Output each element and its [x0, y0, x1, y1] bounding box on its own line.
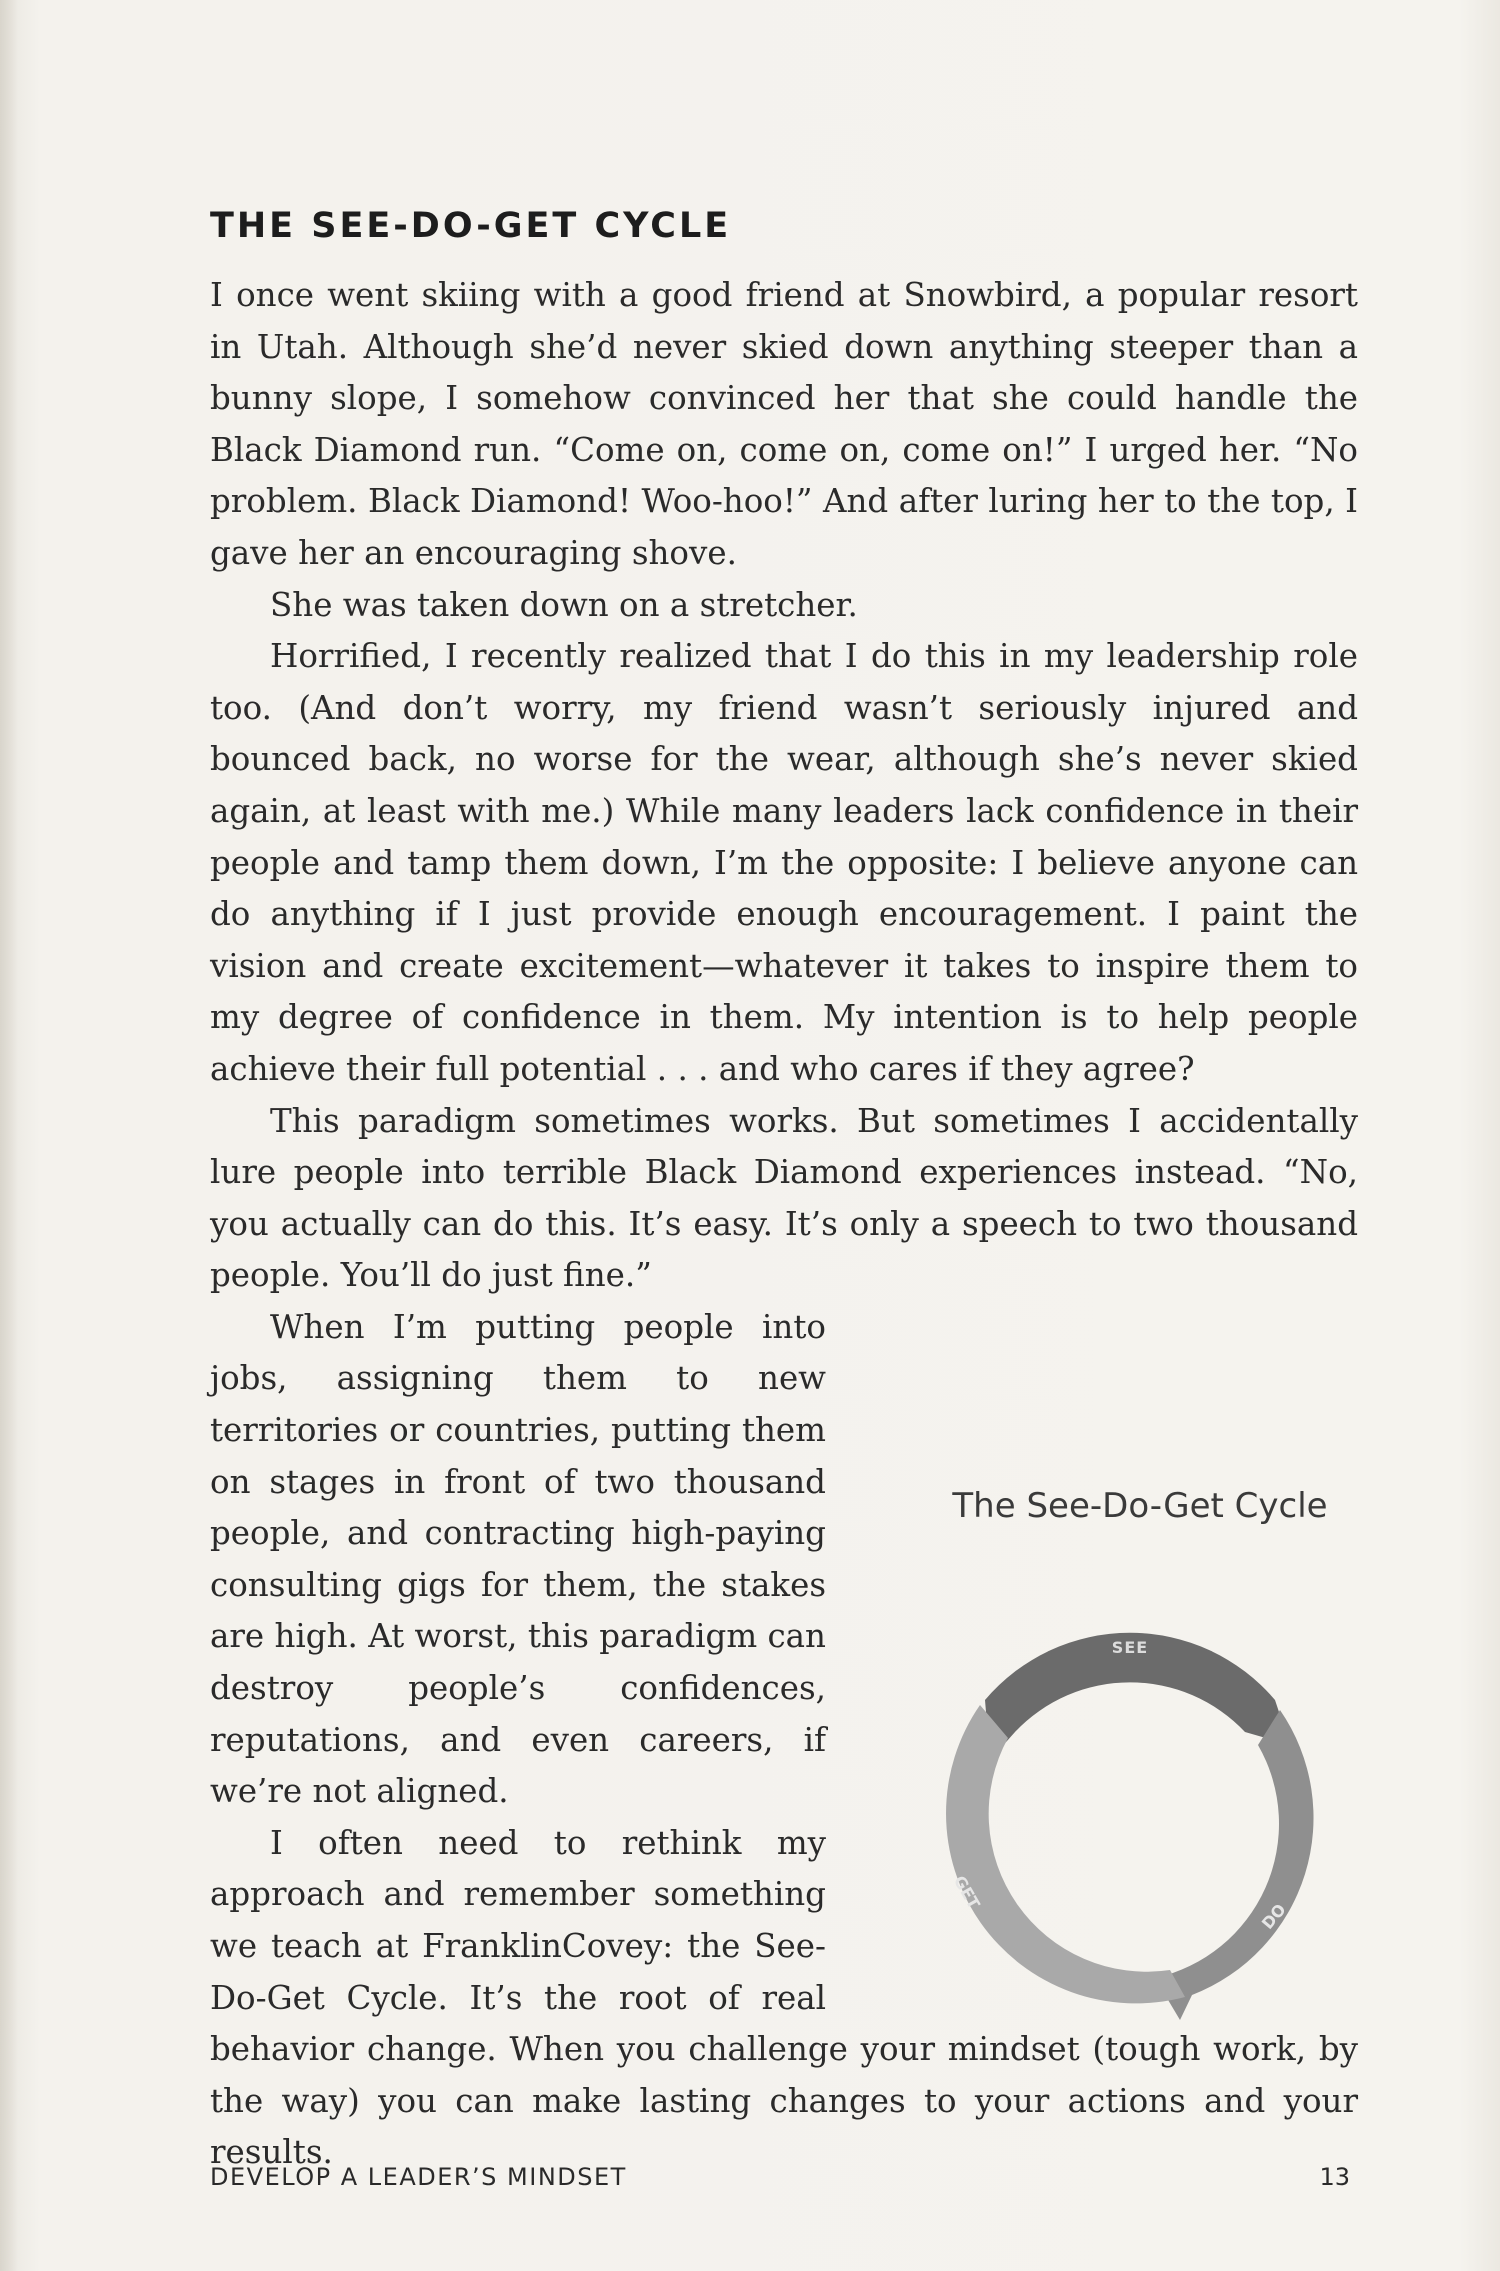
see-do-get-figure [880, 1480, 1380, 2040]
paragraph-5: When I’m putting people into jobs, assigning them to new territories or countries, putting them on stages in front of two thousand people, and contracting high-paying consulting gigs for them, the stakes are high. At worst, this paradigm can destroy people’s confidences, reputations, and even careers, if we’re not aligned. [210, 1307, 826, 1811]
do-arc [1155, 1710, 1314, 2020]
running-head: DEVELOP A LEADER’S MINDSET [210, 2163, 627, 2191]
page-number: 13 [1319, 2163, 1350, 2191]
do-label: DO [1257, 1900, 1290, 1933]
paragraph-1: I once went skiing with a good friend at Snowbird, a popular resort in Utah. Although she’d never skied down anything steeper than a bunny slope, I somehow convinced her that she could handle the Black Diamond run. “Come on, come on, come on!” I urged her. “No problem. Black Diamond! Woo-hoo!” And after luring her to the top, I gave her an encouraging shove. [210, 276, 1358, 572]
paragraph-3: Horrified, I recently realized that I do this in my leadership role too. (And don’t worry, my friend wasn’t seriously injured and bounced back, no worse for the wear, although she’s never skied again, at least with me.) While many leaders lack confidence in their people and tamp them down, I’m the opposite: I believe anyone can do anything if I just provide enough encouragement. I paint the vision and create excitement—whatever it takes to inspire them to my degree of confidence in them. My intention is to help people achieve their full potential . . . and who cares if they agree? [210, 637, 1358, 1088]
get-arc [946, 1705, 1185, 2003]
paragraph-4: This paradigm sometimes works. But sometimes I accidentally lure people into terrible Black Diamond experiences instead. “No, you actually can do this. It’s easy. It’s only a speech to two thousand people. You’ll do just fine.” [210, 1101, 1358, 1295]
get-label: GET [949, 1872, 984, 1913]
cycle-diagram [880, 1560, 1380, 2020]
paragraph-6: I often need to rethink my approach and remember something we teach at FranklinCovey: the See-Do-Get Cycle. It’s the root of real behavior change. When you challenge your mindset (tough work, by the way) you can make lasting changes to your actions and your results. [210, 1823, 1358, 2172]
see-label: SEE [1111, 1638, 1149, 1657]
section-heading: THE SEE-DO-GET CYCLE [210, 206, 732, 246]
page-edge-shadow [0, 0, 18, 2271]
figure-title: The See-Do-Get Cycle [952, 1486, 1328, 1526]
paragraph-2: She was taken down on a stretcher. [270, 585, 858, 624]
